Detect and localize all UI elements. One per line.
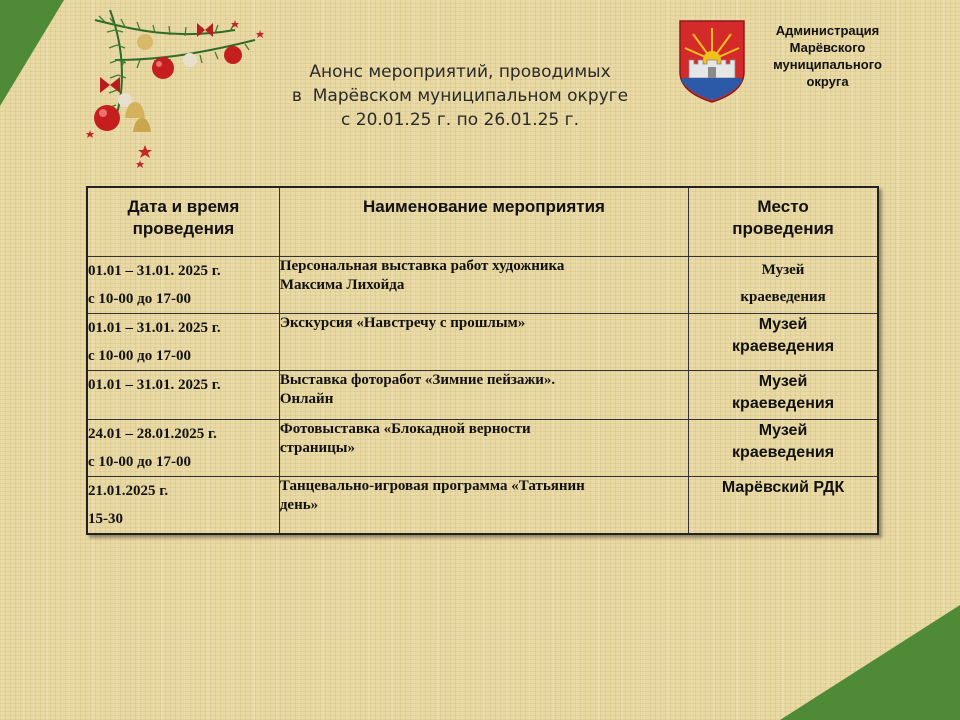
cell-name [279,477,688,535]
cell-place [689,257,878,314]
header-place-line-2: проведения [732,219,834,238]
title-line-2: в Марёвском муниципальном округе [291,86,629,106]
event-place-line-2: краеведения [732,395,835,412]
event-place-line-2: краеведения [732,338,835,355]
event-name-line-1: Персональная выставка работ художника [279,258,565,274]
event-name-line-1: Экскурсия «Навстречу с прошлым» [279,315,526,331]
table-row [87,371,878,420]
event-name-line-1: Фотовыставка «Блокадной верности [279,421,531,437]
event-name-line-1: Выставка фоторабот «Зимние пейзажи». [279,372,556,388]
event-time: с 10-00 до 17-00 [88,348,191,364]
cell-place [689,314,878,371]
header-date-line-2: проведения [132,219,235,238]
event-time: с 10-00 до 17-00 [88,454,191,470]
event-place-line-1: Музей [758,422,808,439]
event-time: с 10-00 до 17-00 [88,291,191,307]
event-name-line-2: страницы» [279,440,356,456]
header-date-line-1: Дата и время [127,197,240,216]
event-name-line-2: Онлайн [279,391,334,407]
cell-name [279,420,688,477]
header-name-text: Наименование мероприятия [362,197,605,216]
cell-name [279,314,688,371]
event-place-line-2: краеведения [740,289,826,305]
table-row [87,420,878,477]
event-place-line-1: Марёвский РДК [721,479,845,496]
header-name [279,187,688,257]
cell-date [87,477,279,535]
event-date: 01.01 – 31.01. 2025 г. [88,263,221,279]
coat-of-arms-icon [679,20,745,104]
title-line-3: с 20.01.25 г. по 26.01.25 г. [341,110,579,130]
event-name-line-1: Танцевально-игровая программа «Татьянин [279,478,585,494]
table-row [87,257,878,314]
header-place [689,187,878,257]
title-line-1: Анонс мероприятий, проводимых [309,62,611,82]
events-table [86,186,879,535]
cell-date [87,257,279,314]
page-title [250,60,670,132]
event-date: 21.01.2025 г. [88,483,169,499]
cell-place [689,420,878,477]
event-name-line-2: день» [279,497,319,513]
cell-date [87,420,279,477]
cell-name [279,257,688,314]
event-date: 01.01 – 31.01. 2025 г. [88,377,221,393]
event-place-line-1: Музей [761,262,805,278]
event-place-line-2: краеведения [732,444,835,461]
event-date: 01.01 – 31.01. 2025 г. [88,320,221,336]
header-date [87,187,279,257]
admin-line-2: Марёвского [789,40,866,55]
table-header-row [87,187,878,257]
header-place-line-1: Место [757,197,809,216]
event-time: 15-30 [88,511,123,527]
corner-green-triangle-bottom-right [780,605,960,720]
table-row [87,477,878,535]
cell-place [689,371,878,420]
cell-date [87,371,279,420]
event-date: 24.01 – 28.01.2025 г. [88,426,217,442]
cell-name [279,371,688,420]
table-row [87,314,878,371]
admin-line-4: округа [806,74,849,89]
admin-line-1: Администрация [775,23,880,38]
cell-place [689,477,878,535]
event-place-line-1: Музей [758,373,808,390]
administration-name [755,22,900,90]
admin-line-3: муниципального [773,57,882,72]
event-place-line-1: Музей [758,316,808,333]
event-name-line-2: Максима Лихойда [279,277,405,293]
cell-date [87,314,279,371]
corner-green-triangle-top-left [0,0,70,110]
